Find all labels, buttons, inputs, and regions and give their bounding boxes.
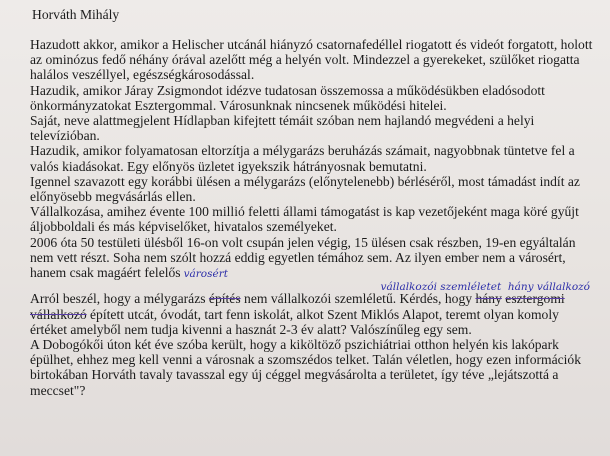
author-name: Horváth Mihály <box>32 7 120 22</box>
paragraph-6: Vállalkozása, amihez évente 100 millió feletti állami támogatást is kap vezetőjeként maga köré gyűjt áljobboldali és más képviselőket, hivatalos személyeket. <box>30 204 579 235</box>
paragraph-9: A Dobogókői úton két éve szóba került, hogy a kiköltöző pszichiátriai otthon helyén kis lakópark épülhet, ehhez meg kell venni a városnak a szomszédos telket. Talán véletlen, hogy ezen információk birtokában Horváth tavaly tavasszal egy új céggel megvásárolta a területet, így téve „lejátszottá a meccset"? <box>30 337 582 398</box>
paragraph-2: Hazudik, amikor Járay Zsigmondot idézve tudatosan összemossa a működésükben eladósodott önkormányzatokat Esztergommal. Városunknak nincsenek működési hitelei. <box>30 82 545 113</box>
p8-part-a: Arról beszél, hogy a mélygarázs <box>30 291 209 307</box>
p8-part-b: nem vállalkozói szemléletű. Kérdés, hogy <box>240 291 476 307</box>
p8-struck-word-1: építés <box>208 291 241 307</box>
p8-part-d: épített utcát, óvodát, tart fenn iskolát, alkot Szent Miklós Alapot, teremt olyan komoly értéket amelyből nem tudja kivenni a hasznát 2-3 év alatt? Valószínűleg egy sem. <box>30 306 559 337</box>
paragraph-8 <box>30 291 596 337</box>
handwritten-note-1: városért <box>183 268 228 281</box>
handwritten-note-2-text: vállalkozói szemléletet <box>380 281 502 294</box>
handwritten-note-3: hány vállalkozó <box>507 281 590 294</box>
paragraph-4: Hazudik, amikor folyamatosan eltorzítja a mélygarázs beruházás számait, nagyobbnak tüntetve fel a valós kiadásokat. Egy előnyös üzletet igyekszik hátrányosnak bemutatni. <box>30 143 575 174</box>
paragraph-1: Hazudott akkor, amikor a Helischer utcánál hiányzó csatornafedéllel riogatott és videót forgatott, holott az ominózus fedő néhány órával azelőtt még a helyén volt. Mindezzel a gyerekeket, szülőket riogatta halálos veszéllyel, egészségkárosodással. <box>30 37 593 83</box>
p8-struck-word-2: hány <box>475 291 502 307</box>
paragraph-7-text: 2006 óta 50 testületi ülésből 16-on volt csupán jelen végig, 15 ülésen csak részben, 19-en egyáltalán nem vett részt. Soha nem szólt hozzá eddig egyetlen témához sem. Az ilyen ember nem a városért, hanem csak magáért felelős <box>30 234 576 281</box>
paragraph-7 <box>30 235 596 283</box>
paragraph-3: Saját, neve alattmegjelent Hídlapban kifejtett témáit szóban nem hajlandó megvédeni a helyi televízióban. <box>30 113 535 144</box>
p8-struck-phrase: esztergomi vállalkozó <box>30 291 565 322</box>
document-body <box>30 37 596 398</box>
paragraph-5: Igennel szavazott egy korábbi ülésen a mélygarázs (előnytelenebb) bérléséről, most támadást indít az előnyösebb megvásárlás ellen. <box>30 173 580 205</box>
